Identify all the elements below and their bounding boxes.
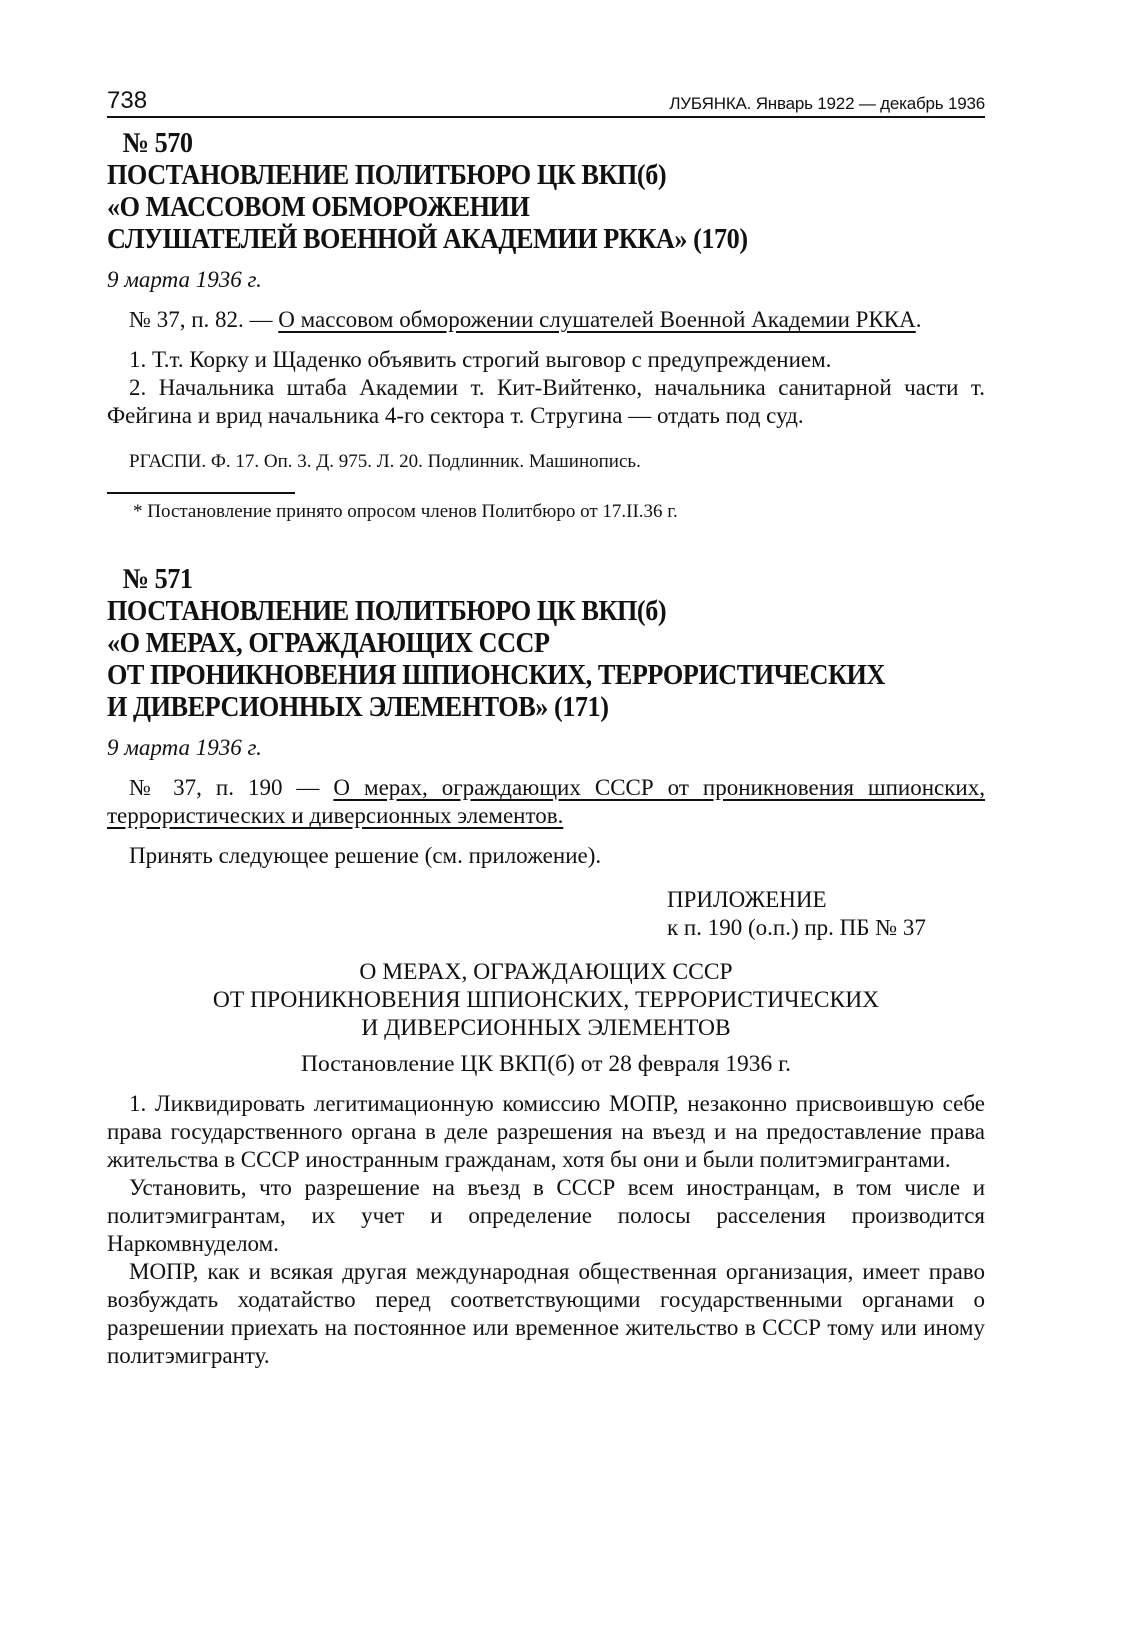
decision-item: 2. Начальника штаба Академии т. Кит-Вийтенко, начальника санитарной части т. Фейгина и врид начальника 4-го сектора т. Стругина — отдать под суд. <box>107 375 985 428</box>
document-title-line: ПОСТАНОВЛЕНИЕ ПОЛИТБЮРО ЦК ВКП(б) <box>107 160 667 191</box>
document-title-line: И ДИВЕРСИОННЫХ ЭЛЕМЕНТОВ» (171) <box>107 692 609 723</box>
appendix-paragraph: 1. Ликвидировать легитимационную комиссию МОПР, незаконно присвоившую себе права государственного органа в деле разрешения на въезд и на предоставление права жительства в СССР иностранным гражданам, хотя бы они и были политэмигрантами. <box>107 1091 985 1172</box>
appendix-paragraph: Установить, что разрешение на въезд в СССР всем иностранцам, в том числе и политэмигрантам, их учет и определение полосы расселения производится Наркомвнуделом. <box>107 1175 985 1256</box>
appendix-title-line: ОТ ПРОНИКНОВЕНИЯ ШПИОНСКИХ, ТЕРРОРИСТИЧЕСКИХ <box>212 987 880 1013</box>
document-title-line: ОТ ПРОНИКНОВЕНИЯ ШПИОНСКИХ, ТЕРРОРИСТИЧЕСКИХ <box>107 660 885 691</box>
footnote-rule <box>107 492 295 494</box>
archive-source: РГАСПИ. Ф. 17. Оп. 3. Д. 975. Л. 20. Подлинник. Машинопись. <box>129 451 641 472</box>
protocol-number: № 37, п. 82. — <box>129 307 279 332</box>
page-number: 738 <box>107 87 148 114</box>
decision-item: 1. Т.т. Корку и Щаденко объявить строгий выговор с предупреждением. <box>129 347 832 372</box>
book-page <box>107 88 985 1370</box>
appendix-reference: к п. 190 (о.п.) пр. ПБ № 37 <box>667 915 926 940</box>
document-570 <box>107 128 985 524</box>
document-title-line: ПОСТАНОВЛЕНИЕ ПОЛИТБЮРО ЦК ВКП(б) <box>107 596 667 627</box>
appendix-subtitle: Постановление ЦК ВКП(б) от 28 февраля 1936 г. <box>300 1051 792 1077</box>
appendix-title <box>107 958 985 1042</box>
document-title-line: «О МЕРАХ, ОГРАЖДАЮЩИХ СССР <box>107 628 550 659</box>
document-title-line: «О МАССОВОМ ОБМОРОЖЕНИИ <box>107 192 530 223</box>
protocol-reference <box>107 774 985 830</box>
protocol-subject: О массовом обморожении слушателей Военной Академии РККА <box>278 307 916 332</box>
appendix-block <box>107 886 985 1370</box>
document-number: № 571 <box>122 564 193 595</box>
book-title: ЛУБЯНКА. Январь 1922 — декабрь 1936 <box>669 94 985 113</box>
document-date: 9 марта 1936 г. <box>107 735 262 760</box>
running-head <box>107 88 985 118</box>
appendix-label: ПРИЛОЖЕНИЕ <box>667 887 827 912</box>
protocol-subject: О мерах, ограждающих СССР от проникновения шпионских, террористических и диверсионных элементов. <box>107 775 985 828</box>
document-571 <box>107 564 985 1370</box>
protocol-number: № 37, п. 190 — <box>129 775 334 800</box>
protocol-suffix: . <box>915 307 922 332</box>
protocol-reference <box>107 306 985 334</box>
document-date: 9 марта 1936 г. <box>107 267 262 292</box>
appendix-paragraph: МОПР, как и всякая другая международная общественная организация, имеет право возбуждать ходатайство перед соответствующими государственными органами о разрешении приехать на постоянное или временное жительство в СССР тому или иному политэмигранту. <box>107 1259 985 1368</box>
footnote: * Постановление принято опросом членов Политбюро от 17.II.36 г. <box>133 501 678 522</box>
document-number: № 570 <box>122 128 193 159</box>
document-title-line: СЛУШАТЕЛЕЙ ВОЕННОЙ АКАДЕМИИ РККА» (170) <box>107 224 748 255</box>
appendix-title-line: О МЕРАХ, ОГРАЖДАЮЩИХ СССР <box>359 959 733 985</box>
decision-text: Принять следующее решение (см. приложение). <box>129 843 602 868</box>
appendix-title-line: И ДИВЕРСИОННЫХ ЭЛЕМЕНТОВ <box>361 1015 731 1041</box>
